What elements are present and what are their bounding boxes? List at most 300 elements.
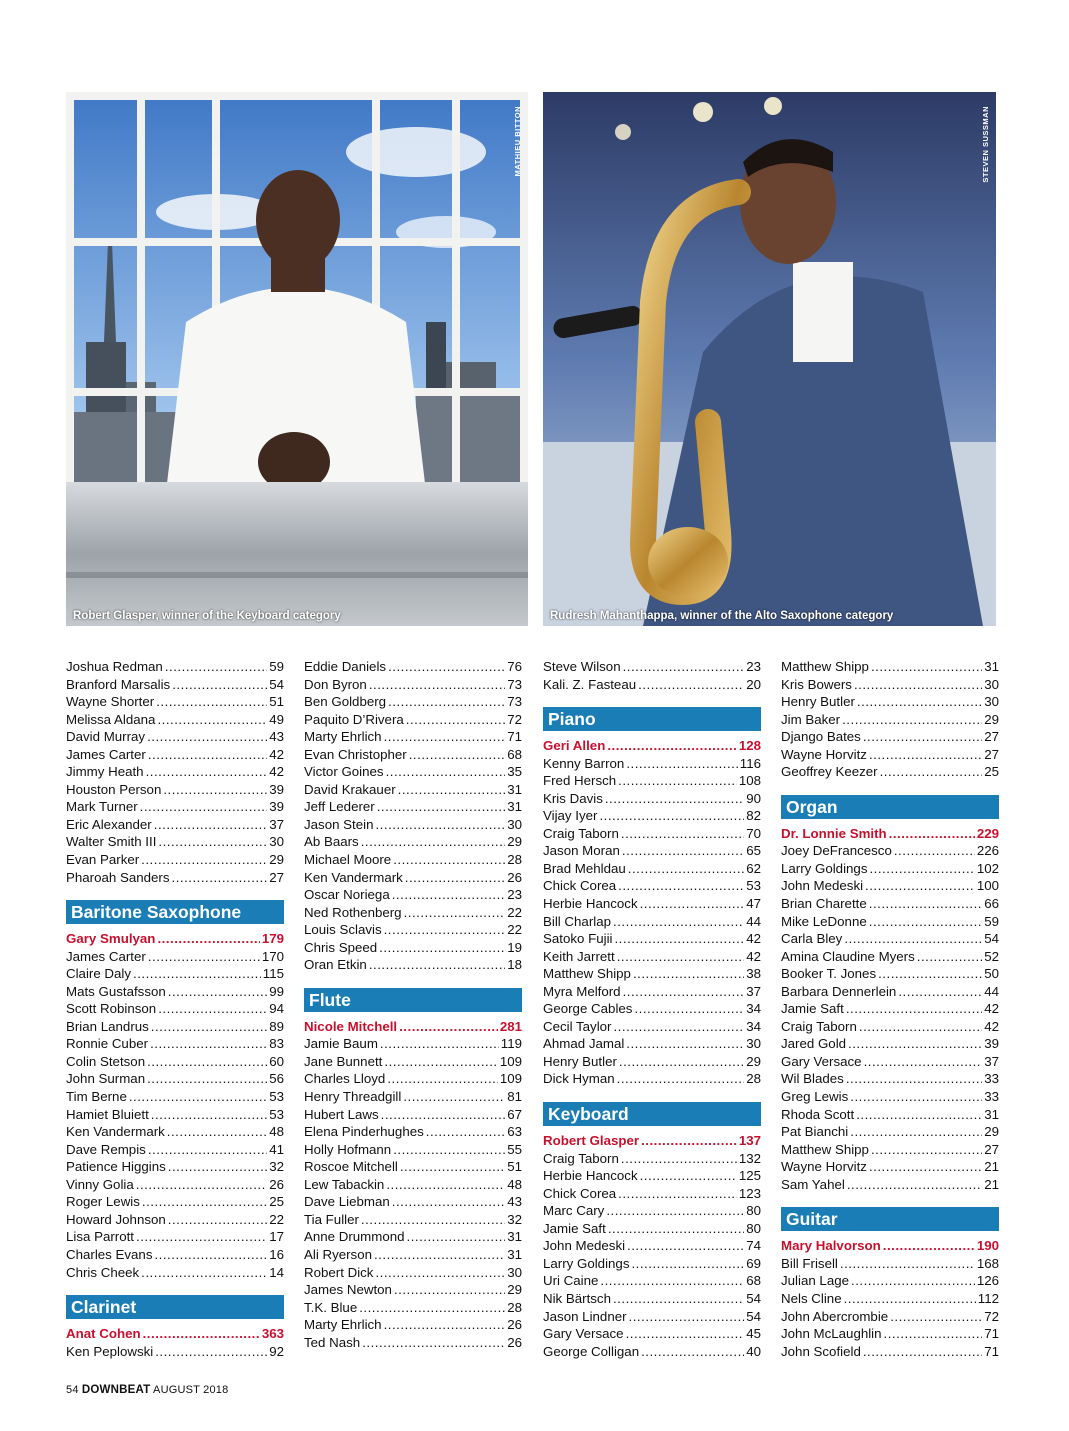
dot-leader <box>859 1018 982 1036</box>
vote-count: 34 <box>746 1001 761 1017</box>
dot-leader <box>147 1053 267 1071</box>
list-item <box>543 1343 761 1361</box>
artist-name: Ted Nash <box>304 1334 361 1350</box>
vote-count: 42 <box>746 948 761 964</box>
list-item <box>781 1255 999 1273</box>
dot-leader <box>613 1018 744 1036</box>
artist-name: Wayne Shorter <box>66 694 155 710</box>
vote-count: 33 <box>984 1071 999 1087</box>
dot-leader <box>407 1228 506 1246</box>
dot-leader <box>384 1053 497 1071</box>
column-3 <box>543 658 761 1360</box>
vote-count: 27 <box>269 869 284 885</box>
list-item <box>781 763 999 781</box>
vote-count: 226 <box>976 843 999 859</box>
vote-count: 39 <box>984 1036 999 1052</box>
artist-name: Satoko Fujii <box>543 931 613 947</box>
list-item <box>304 746 522 764</box>
list-item <box>543 983 761 1001</box>
artist-name: Mary Halvorson <box>781 1238 881 1254</box>
list-item <box>304 728 522 746</box>
list-item <box>543 1035 761 1053</box>
list-item <box>66 1176 284 1194</box>
artist-name: Ali Ryerson <box>304 1246 372 1262</box>
artist-name: Henry Butler <box>781 694 855 710</box>
list-item <box>543 930 761 948</box>
dot-leader <box>133 965 261 983</box>
artist-name: Craig Taborn <box>543 825 619 841</box>
artist-name: Colin Stetson <box>66 1053 146 1069</box>
vote-count: 45 <box>746 1326 761 1342</box>
artist-name: Eddie Daniels <box>304 659 387 674</box>
list-item <box>781 1290 999 1308</box>
vote-count: 109 <box>499 1053 522 1069</box>
list-item <box>781 983 999 1001</box>
dot-leader <box>140 798 268 816</box>
dot-leader <box>384 728 506 746</box>
vote-count: 65 <box>746 843 761 859</box>
artist-name: James Carter <box>66 746 146 762</box>
dot-leader <box>147 1070 267 1088</box>
dot-leader <box>850 1123 982 1141</box>
vote-count: 53 <box>746 878 761 894</box>
photo-robert-glasper <box>66 92 528 626</box>
list-item <box>781 1272 999 1290</box>
dot-leader <box>917 948 982 966</box>
list-item <box>304 851 522 869</box>
artist-name: George Colligan <box>543 1343 640 1359</box>
vote-count: 39 <box>269 781 284 797</box>
dot-leader <box>148 948 260 966</box>
list-item <box>781 1123 999 1141</box>
vote-count: 17 <box>269 1229 284 1245</box>
artist-name: Houston Person <box>66 781 162 797</box>
list-item <box>66 746 284 764</box>
vote-count: 31 <box>507 1229 522 1245</box>
artist-name: Ken Vandermark <box>304 869 403 885</box>
dot-leader <box>621 825 744 843</box>
artist-name: Brad Mehldau <box>543 860 626 876</box>
dot-leader <box>846 1070 982 1088</box>
list-item <box>781 895 999 913</box>
list-item <box>66 965 284 983</box>
list-item <box>781 1106 999 1124</box>
dot-leader <box>883 1237 975 1255</box>
artist-name: Jared Gold <box>781 1036 847 1052</box>
vote-count: 42 <box>984 1018 999 1034</box>
vote-count: 53 <box>269 1089 284 1105</box>
vote-count: 83 <box>269 1036 284 1052</box>
list-item <box>66 1343 284 1361</box>
vote-count: 40 <box>746 1343 761 1359</box>
artist-name: Kali. Z. Fasteau <box>543 676 637 692</box>
dot-leader <box>878 965 982 983</box>
dot-leader <box>628 860 744 878</box>
vote-count: 229 <box>976 825 999 841</box>
artist-name: Pat Bianchi <box>781 1124 849 1140</box>
list-item <box>543 877 761 895</box>
list-item <box>781 1053 999 1071</box>
artist-name: Melissa Aldana <box>66 711 156 727</box>
list-item <box>66 833 284 851</box>
list-item <box>543 1272 761 1290</box>
vote-count: 25 <box>269 1194 284 1210</box>
dot-leader <box>405 869 505 887</box>
vote-count: 22 <box>507 904 522 920</box>
artist-name: Mats Gustafsson <box>66 983 166 999</box>
dot-leader <box>614 930 744 948</box>
dot-leader <box>172 676 267 694</box>
artist-name: David Murray <box>66 729 146 745</box>
artist-name: John McLaughlin <box>781 1326 882 1342</box>
dot-leader <box>626 1325 745 1343</box>
vote-count: 29 <box>984 1124 999 1140</box>
artist-name: Branford Marsalis <box>66 676 171 692</box>
artist-name: Geoffrey Keezer <box>781 764 878 780</box>
list-item <box>66 869 284 887</box>
artist-name: James Carter <box>66 948 146 964</box>
list-item <box>66 1264 284 1282</box>
vote-count: 29 <box>507 1282 522 1298</box>
artist-name: Herbie Hancock <box>543 1168 638 1184</box>
artist-name: Henry Butler <box>543 1053 617 1069</box>
artist-name: Don Byron <box>304 676 367 692</box>
artist-name: Brian Landrus <box>66 1018 149 1034</box>
vote-count: 70 <box>746 825 761 841</box>
dot-leader <box>840 1255 975 1273</box>
dot-leader <box>640 895 745 913</box>
vote-count: 38 <box>746 966 761 982</box>
vote-count: 21 <box>984 1176 999 1192</box>
artist-name: Kenny Barron <box>543 755 625 771</box>
photo-credit: STEVEN SUSSMAN <box>981 106 990 183</box>
dot-leader <box>151 1106 267 1124</box>
vote-count: 50 <box>984 966 999 982</box>
list-item <box>543 825 761 843</box>
list-item <box>66 693 284 711</box>
vote-count: 25 <box>984 764 999 780</box>
vote-count: 30 <box>507 816 522 832</box>
artist-name: Wil Blades <box>781 1071 844 1087</box>
dot-leader <box>362 1334 505 1352</box>
vote-count: 66 <box>984 896 999 912</box>
artist-name: Jim Baker <box>781 711 841 727</box>
artist-name: Myra Melford <box>543 983 621 999</box>
vote-count: 39 <box>269 799 284 815</box>
artist-name: Evan Parker <box>66 852 140 868</box>
dot-leader <box>847 1176 982 1194</box>
vote-count: 44 <box>984 983 999 999</box>
vote-count: 27 <box>984 746 999 762</box>
photo-rudresh-mahanthappa <box>543 92 996 626</box>
vote-count: 94 <box>269 1001 284 1017</box>
list-item <box>543 1308 761 1326</box>
vote-count: 26 <box>507 869 522 885</box>
dot-leader <box>621 1150 737 1168</box>
list-item <box>66 798 284 816</box>
vote-count: 55 <box>507 1141 522 1157</box>
dot-leader <box>387 1070 498 1088</box>
vote-count: 112 <box>977 1290 999 1306</box>
list-item <box>543 1202 761 1220</box>
list-item <box>543 1150 761 1168</box>
artist-name: Gary Smulyan <box>66 931 156 947</box>
dot-leader <box>398 781 506 799</box>
dot-leader <box>157 711 267 729</box>
list-item <box>781 728 999 746</box>
list-item <box>781 842 999 860</box>
artist-name: Uri Caine <box>543 1273 599 1289</box>
artist-name: Kris Davis <box>543 790 603 806</box>
category-header: Piano <box>543 707 761 731</box>
artist-name: John Abercrombie <box>781 1308 889 1324</box>
artist-name: Lisa Parrott <box>66 1229 134 1245</box>
list-item <box>781 1035 999 1053</box>
vote-count: 23 <box>507 887 522 903</box>
list-item <box>543 755 761 773</box>
vote-count: 59 <box>269 659 284 674</box>
list-item <box>781 1088 999 1106</box>
artist-name: Steve Wilson <box>543 659 621 674</box>
list-item <box>304 1158 522 1176</box>
vote-count: 54 <box>746 1308 761 1324</box>
vote-count: 42 <box>746 931 761 947</box>
artist-name: Jane Bunnett <box>304 1053 383 1069</box>
artist-name: Pharoah Sanders <box>66 869 170 885</box>
list-item <box>66 781 284 799</box>
dot-leader <box>156 693 267 711</box>
vote-count: 100 <box>976 878 999 894</box>
vote-count: 42 <box>269 746 284 762</box>
dot-leader <box>618 1185 737 1203</box>
list-item <box>781 930 999 948</box>
artist-name: Matthew Shipp <box>781 1141 869 1157</box>
vote-count: 33 <box>984 1089 999 1105</box>
vote-count: 54 <box>746 1290 761 1306</box>
dot-leader <box>155 1343 267 1361</box>
photo-caption: Robert Glasper, winner of the Keyboard category <box>73 610 341 622</box>
category-header: Clarinet <box>66 1295 284 1319</box>
list-item <box>304 921 522 939</box>
vote-count: 30 <box>984 676 999 692</box>
vote-count: 74 <box>746 1238 761 1254</box>
artist-name: Marty Ehrlich <box>304 1317 382 1333</box>
list-item <box>781 1018 999 1036</box>
page-number: 54 <box>66 1384 79 1396</box>
vote-count: 51 <box>269 694 284 710</box>
dot-leader <box>629 1308 745 1326</box>
winner-row <box>543 737 761 755</box>
dot-leader <box>607 737 736 755</box>
artist-name: Marc Cary <box>543 1203 605 1219</box>
dot-leader <box>377 798 505 816</box>
vote-count: 22 <box>507 922 522 938</box>
dot-leader <box>641 1343 744 1361</box>
list-item <box>781 676 999 694</box>
winner-row <box>66 1325 284 1343</box>
artist-name: Evan Christopher <box>304 746 407 762</box>
list-item <box>543 1185 761 1203</box>
list-item <box>304 1035 522 1053</box>
artist-name: Tim Berne <box>66 1089 127 1105</box>
vote-count: 31 <box>984 659 999 674</box>
dot-leader <box>618 772 737 790</box>
vote-count: 67 <box>507 1106 522 1122</box>
vote-count: 37 <box>269 816 284 832</box>
artist-name: Victor Goines <box>304 764 384 780</box>
list-item <box>543 1237 761 1255</box>
vote-count: 43 <box>507 1194 522 1210</box>
vote-count: 42 <box>269 764 284 780</box>
dot-leader <box>167 1123 267 1141</box>
artist-name: Anat Cohen <box>66 1326 141 1342</box>
artist-name: Dave Liebman <box>304 1194 390 1210</box>
dot-leader <box>894 842 975 860</box>
artist-name: Paquito D’Rivera <box>304 711 404 727</box>
winner-row <box>66 930 284 948</box>
list-item <box>304 1176 522 1194</box>
artist-name: Fred Hersch <box>543 773 617 789</box>
dot-leader <box>392 886 505 904</box>
dot-leader <box>380 1035 499 1053</box>
artist-name: Bill Frisell <box>781 1255 838 1271</box>
vote-count: 32 <box>507 1211 522 1227</box>
vote-count: 132 <box>738 1150 761 1166</box>
list-item <box>543 1220 761 1238</box>
list-item <box>66 658 284 676</box>
dot-leader <box>869 860 974 878</box>
vote-count: 63 <box>507 1124 522 1140</box>
vote-count: 20 <box>746 676 761 692</box>
artist-name: Gary Versace <box>543 1326 624 1342</box>
artist-name: Lew Tabackin <box>304 1176 385 1192</box>
list-item <box>543 807 761 825</box>
dot-leader <box>869 746 982 764</box>
dot-leader <box>623 658 745 676</box>
dot-leader <box>158 833 267 851</box>
dot-leader <box>863 1343 982 1361</box>
vote-count: 31 <box>507 1246 522 1262</box>
list-item <box>304 1246 522 1264</box>
vote-count: 179 <box>261 931 284 947</box>
winner-row <box>543 1132 761 1150</box>
vote-count: 190 <box>976 1238 999 1254</box>
list-item <box>304 1070 522 1088</box>
vote-count: 128 <box>738 738 761 754</box>
vote-count: 31 <box>507 781 522 797</box>
artist-name: Nicole Mitchell <box>304 1018 398 1034</box>
list-item <box>543 658 761 676</box>
artist-name: Oscar Noriega <box>304 887 390 903</box>
dot-leader <box>842 711 982 729</box>
artist-name: Ken Vandermark <box>66 1124 165 1140</box>
dot-leader <box>599 807 744 825</box>
page-footer <box>66 1384 228 1396</box>
dot-leader <box>848 1035 982 1053</box>
dot-leader <box>375 816 505 834</box>
vote-count: 48 <box>507 1176 522 1192</box>
dot-leader <box>374 1246 505 1264</box>
artist-name: Gary Versace <box>781 1053 862 1069</box>
list-item <box>781 711 999 729</box>
list-item <box>781 860 999 878</box>
vote-count: 54 <box>269 676 284 692</box>
vote-count: 19 <box>507 939 522 955</box>
vote-count: 30 <box>507 1264 522 1280</box>
list-item <box>543 1070 761 1088</box>
vote-count: 43 <box>269 729 284 745</box>
dot-leader <box>857 693 982 711</box>
list-item <box>304 1123 522 1141</box>
column-2 <box>304 658 522 1351</box>
artist-name: James Newton <box>304 1282 392 1298</box>
list-item <box>543 1000 761 1018</box>
vote-count: 62 <box>746 860 761 876</box>
artist-name: Roger Lewis <box>66 1194 140 1210</box>
artist-name: Tia Fuller <box>304 1211 359 1227</box>
vote-count: 27 <box>984 1141 999 1157</box>
artist-name: Chris Cheek <box>66 1264 140 1280</box>
list-item <box>543 790 761 808</box>
dot-leader <box>381 1106 506 1124</box>
artist-name: Patience Higgins <box>66 1159 166 1175</box>
vote-count: 72 <box>507 711 522 727</box>
dot-leader <box>151 1018 267 1036</box>
artist-name: Vijay Iyer <box>543 808 598 824</box>
dot-leader <box>600 1272 744 1290</box>
artist-name: Amina Claudine Myers <box>781 948 915 964</box>
list-item <box>304 1106 522 1124</box>
category-header: Guitar <box>781 1207 999 1231</box>
list-item <box>543 1290 761 1308</box>
vote-count: 31 <box>984 1106 999 1122</box>
dot-leader <box>163 781 267 799</box>
list-item <box>304 1334 522 1352</box>
dot-leader <box>379 939 505 957</box>
photo-robert-glasper-image <box>66 92 528 626</box>
vote-count: 72 <box>984 1308 999 1324</box>
dot-leader <box>148 1141 267 1159</box>
vote-count: 81 <box>507 1089 522 1105</box>
artist-name: Carla Bley <box>781 931 843 947</box>
dot-leader <box>622 842 744 860</box>
photo-rudresh-mahanthappa-image <box>543 92 996 626</box>
list-item <box>304 939 522 957</box>
vote-count: 73 <box>507 694 522 710</box>
vote-count: 28 <box>746 1071 761 1087</box>
dot-leader <box>638 676 744 694</box>
dot-leader <box>150 1035 267 1053</box>
artist-name: Sam Yahel <box>781 1176 845 1192</box>
artist-name: Matthew Shipp <box>543 966 631 982</box>
list-item <box>304 711 522 729</box>
list-item <box>66 1070 284 1088</box>
dot-leader <box>846 1000 982 1018</box>
artist-name: Chris Speed <box>304 939 378 955</box>
category-header: Flute <box>304 988 522 1012</box>
dot-leader <box>617 1070 745 1088</box>
list-item <box>781 1070 999 1088</box>
dot-leader <box>889 825 975 843</box>
list-item <box>66 1000 284 1018</box>
artist-name: Joshua Redman <box>66 659 163 674</box>
vote-count: 26 <box>269 1176 284 1192</box>
list-item <box>66 711 284 729</box>
vote-count: 35 <box>507 764 522 780</box>
dot-leader <box>359 1299 505 1317</box>
vote-count: 90 <box>746 790 761 806</box>
artist-name: Cecil Taylor <box>543 1018 612 1034</box>
